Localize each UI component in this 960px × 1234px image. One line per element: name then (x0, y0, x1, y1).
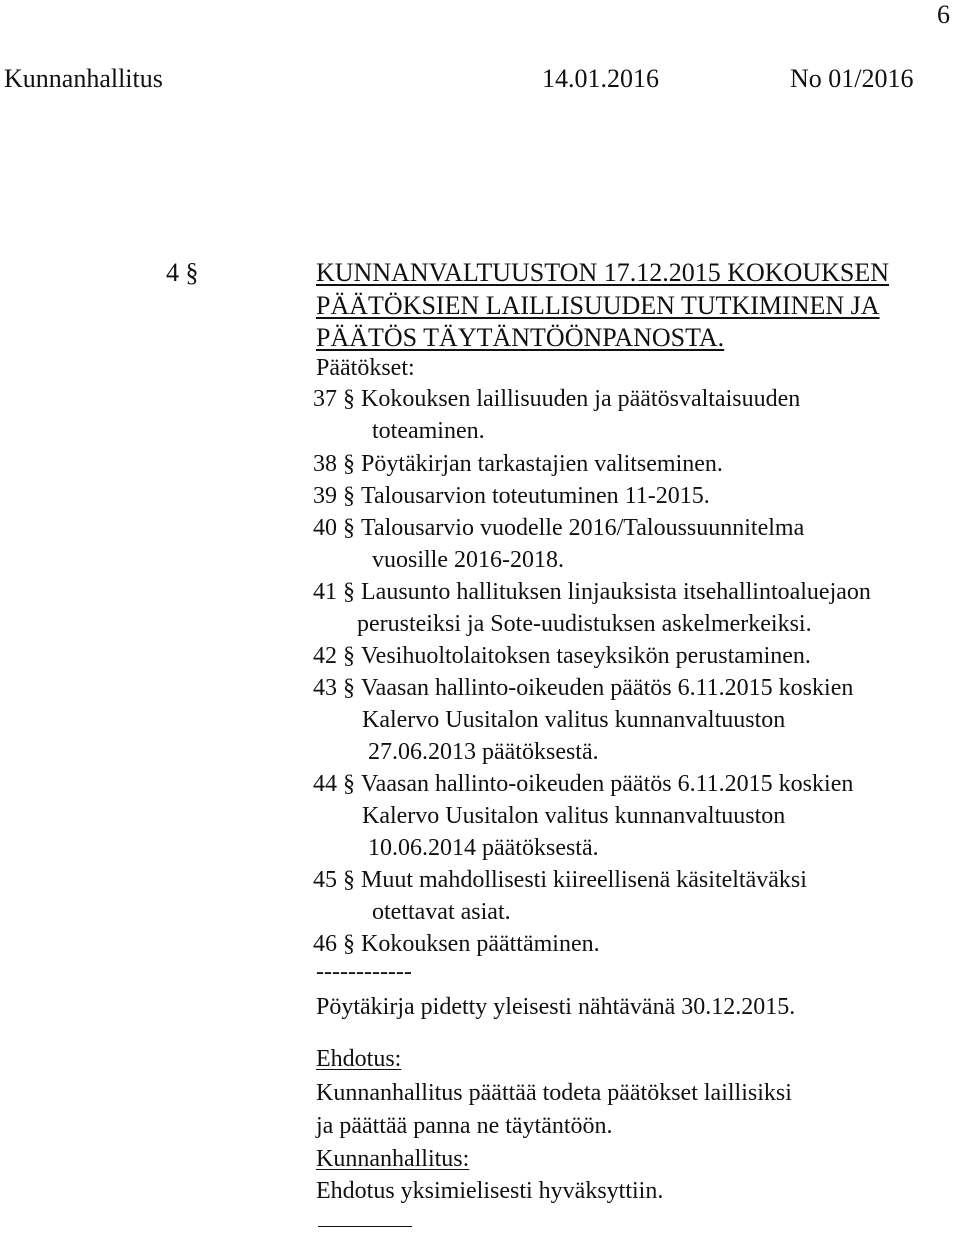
decision-continuation: Kalervo Uusitalon valitus kunnanvaltuuston (362, 803, 786, 829)
decision-text: Kokouksen päättäminen. (361, 931, 600, 957)
separator-dashes: ------------ (316, 959, 412, 985)
decision-text: Muut mahdollisesti kiireellisenä käsiteltäväksi (361, 867, 807, 893)
section-title-line: PÄÄTÖKSIEN LAILLISUUDEN TUTKIMINEN JA (316, 291, 880, 320)
decision-text: Talousarvion toteutuminen 11-2015. (361, 483, 710, 509)
proposal-label: Ehdotus: (316, 1046, 402, 1072)
decision-item (313, 771, 853, 798)
decision-item (313, 579, 871, 606)
decision-continuation: 10.06.2014 päätöksestä. (368, 835, 599, 861)
decision-item (313, 483, 710, 510)
decision-text: Kokouksen laillisuuden ja päätösvaltaisuuden (361, 386, 801, 412)
decision-item (313, 386, 800, 413)
board-decision: Ehdotus yksimielisesti hyväksyttiin. (316, 1178, 664, 1204)
header-org: Kunnanhallitus (4, 64, 163, 93)
decision-continuation: Kalervo Uusitalon valitus kunnanvaltuuston (362, 707, 786, 733)
decision-item (313, 451, 723, 478)
decision-number: 44 § (313, 771, 355, 797)
proposal-line: Kunnanhallitus päättää todeta päätökset laillisiksi (316, 1080, 792, 1106)
section-number: 4 § (166, 258, 199, 287)
board-label: Kunnanhallitus: (316, 1146, 470, 1172)
decision-number: 42 § (313, 643, 355, 669)
decision-number: 38 § (313, 451, 355, 477)
closing-rule (318, 1226, 412, 1227)
decision-number: 40 § (313, 515, 355, 541)
decision-text: Vaasan hallinto-oikeuden päätös 6.11.2015 koskien (361, 771, 854, 797)
decision-text: Talousarvio vuodelle 2016/Taloussuunnitelma (361, 515, 805, 541)
decision-item (313, 867, 807, 894)
public-display-note: Pöytäkirja pidetty yleisesti nähtävänä 30.12.2015. (316, 994, 796, 1020)
decision-text: Pöytäkirjan tarkastajien valitseminen. (361, 451, 723, 477)
decision-text: Lausunto hallituksen linjauksista itsehallintoaluejaon (361, 579, 871, 605)
page-number: 6 (937, 0, 950, 29)
decision-text: Vesihuoltolaitoksen taseyksikön perustaminen. (361, 643, 811, 669)
header-meeting-number: No 01/2016 (790, 64, 914, 93)
decision-number: 41 § (313, 579, 355, 605)
header-date: 14.01.2016 (542, 64, 659, 93)
section-title-line: PÄÄTÖS TÄYTÄNTÖÖNPANOSTA. (316, 323, 725, 352)
section-title-line: KUNNANVALTUUSTON 17.12.2015 KOKOUKSEN (316, 258, 889, 287)
decision-number: 43 § (313, 675, 355, 701)
decision-number: 39 § (313, 483, 355, 509)
proposal-line: ja päättää panna ne täytäntöön. (316, 1113, 613, 1139)
decision-item (313, 675, 853, 702)
decision-number: 37 § (313, 386, 355, 412)
decision-continuation: perusteiksi ja Sote-uudistuksen askelmerkeiksi. (357, 611, 812, 637)
decision-number: 46 § (313, 931, 355, 957)
decision-continuation: vuosille 2016-2018. (372, 547, 564, 573)
decision-text: Vaasan hallinto-oikeuden päätös 6.11.2015 koskien (361, 675, 854, 701)
decision-item (313, 643, 811, 670)
decision-continuation: 27.06.2013 päätöksestä. (368, 739, 599, 765)
decision-continuation: otettavat asiat. (372, 899, 511, 925)
decision-item (313, 931, 600, 958)
decisions-label: Päätökset: (316, 355, 415, 381)
decision-item (313, 515, 804, 542)
decision-number: 45 § (313, 867, 355, 893)
decision-continuation: toteaminen. (372, 418, 485, 444)
